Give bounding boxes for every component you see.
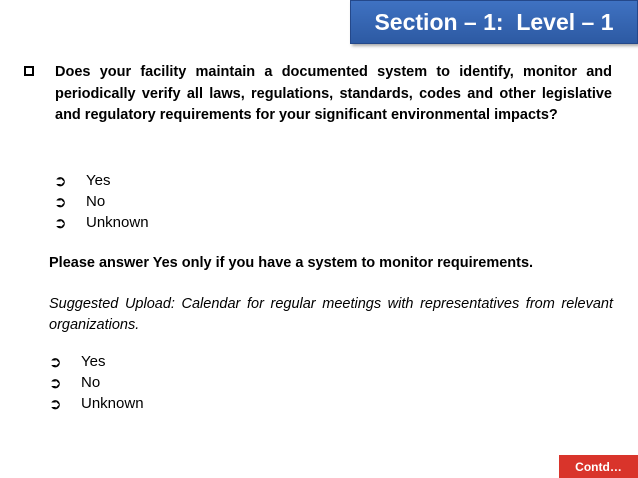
option-label: Yes (81, 353, 106, 370)
upload-option-unknown[interactable] (49, 393, 144, 414)
arrow-bullet-icon: ➲ (49, 374, 62, 392)
checkbox-bullet-icon (24, 66, 34, 76)
upload-options (49, 351, 144, 414)
section-header (350, 0, 638, 44)
question-block (20, 62, 612, 127)
option-unknown[interactable] (54, 212, 149, 233)
question-text: Does your facility maintain a documented system to identify, monitor and periodically verify all laws, regulations, standards, codes and other legislative and regulatory requirements for your significant environmental impacts? (55, 64, 612, 123)
arrow-bullet-icon: ➲ (54, 193, 67, 211)
arrow-bullet-icon: ➲ (54, 172, 67, 190)
arrow-bullet-icon: ➲ (54, 214, 67, 232)
option-label: No (81, 374, 101, 391)
option-label: Yes (86, 172, 111, 189)
option-no[interactable] (54, 191, 149, 212)
question-options (54, 170, 149, 233)
answer-note: Please answer Yes only if you have a system to monitor requirements. (49, 255, 534, 271)
option-label: Unknown (81, 395, 144, 412)
upload-option-no[interactable] (49, 372, 144, 393)
upload-option-yes[interactable] (49, 351, 144, 372)
arrow-bullet-icon: ➲ (49, 353, 62, 371)
contd-label: Contd… (575, 459, 622, 474)
arrow-bullet-icon: ➲ (49, 395, 62, 413)
contd-button[interactable] (559, 455, 638, 478)
option-label: Unknown (86, 214, 149, 231)
section-title: Section – 1: Level – 1 (374, 8, 614, 35)
option-label: No (86, 193, 106, 210)
option-yes[interactable] (54, 170, 149, 191)
suggested-upload-text: Suggested Upload: Calendar for regular meetings with representatives from relevant organizations. (49, 296, 613, 333)
